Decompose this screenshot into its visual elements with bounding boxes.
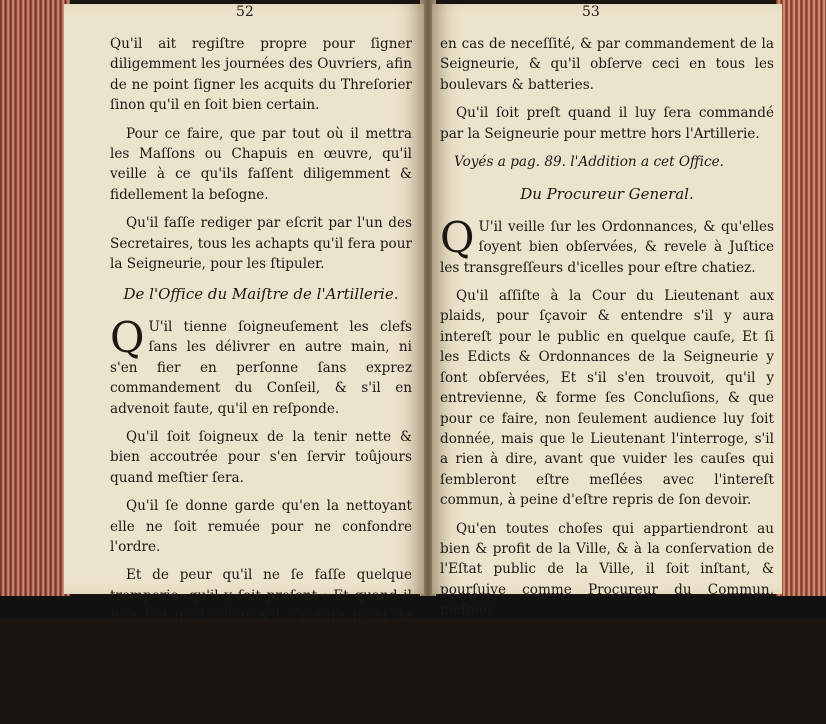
page-number: 53	[582, 4, 600, 20]
left-page	[64, 4, 424, 722]
catchword: aux	[749, 630, 774, 647]
section-heading: De l'Office du Maiſtre de l'Artillerie.	[123, 285, 399, 304]
paragraph: Qu'il faſſe rediger par eſcrit par l'un des Secretaires, tous les achapts qu'il fera pour la Seigneurie, pour les ſtipuler.	[110, 215, 412, 273]
paragraph: Qu'il ait regiſtre propre pour ſigner diligemment les journées des Ouvriers, afin de ne point ſigner les acquits du Threſorier ſinon qu'il en ſoit bien certain.	[110, 36, 412, 114]
paragraph	[110, 312, 412, 419]
paragraph: Et de peur qu'il ne ſe faſſe quelque tromperie, qu'il y ſoit preſent ; Et quand il ſera fait qu'il adviſe s'il n'y aura point de mal.	[110, 567, 412, 645]
paragraph: Qu'il aſſiſte à la Cour du Lieutenant aux plaids, pour ſçavoir & entendre s'il y aura intereſt pour le public en quelque cauſe, Et ſi les Edicts & Ordonnances de la Seigneurie y ſont obſervées, Et s'il s'en trouvoit, qu'il y entrevienne, & forme ſes Concluſions, & que pour ce faire, non ſeulement audience luy ſoit donnée, mais que le Lieutenant l'interroge, s'il a rien à dire, avant que vuider les cauſes qui ſembleront eſtre meſlées avec l'intereſt commun, à peine d'eſtre repris de ſon devoir.	[440, 288, 774, 509]
page-text	[440, 34, 774, 649]
drop-cap: Q	[440, 212, 475, 262]
cross-reference: Voyés a pag. 89. l'Addition a cet Office.	[454, 154, 724, 171]
paragraph: Qu'il ſe donne garde qu'en la nettoyant elle ne ſoit remuée pour ne confondre l'ordre.	[110, 498, 412, 555]
right-page	[432, 4, 782, 647]
paragraph: Qu'il ne charge ni décharge nulle piéce, ſinon	[110, 656, 412, 694]
paragraph-text: U'il tienne ſoigneuſement les clefs ſans les délivrer en autre main, ni s'en fier en perſonne ſans exprez commandement du Conſeil, & s'il en advenoit faute, qu'il en reſponde.	[110, 318, 412, 417]
book-edge-right	[776, 0, 826, 600]
page-number: 52	[236, 4, 254, 20]
paragraph: Qu'il ſoit ſoigneux de la tenir nette & bien accoutrée pour s'en ſervir toûjours quand meſtier ſera.	[110, 428, 412, 486]
paragraph: Pour ce faire, que par tout où il mettra les Maſſons ou Chapuis en œuvre, qu'il veille à ce qu'ils faſſent diligemment & fidellement la beſogne.	[110, 125, 412, 203]
book-edge-left	[0, 0, 70, 600]
paragraph: Qu'en toutes choſes qui appartiendront au bien & profit de la Ville, & à la conſervation de l'Eſtat public de la Ville, il ſoit inſtant, & pourſuive comme Procureur du Commun, meſmes	[440, 520, 774, 619]
paragraph	[440, 212, 774, 278]
paragraph: en cas de neceſſité, & par commandement de la Seigneurie, & qu'il obſerve ceci en tous les boulevars & batteries.	[440, 36, 774, 93]
section-heading: Du Procureur General.	[520, 185, 694, 204]
paragraph-text: U'il veille ſur les Ordonnances, & qu'elles ſoyent bien obſervées, & revele à Juſtice les transgreſſeurs d'icelles pour eſtre chatiez.	[440, 218, 774, 276]
page-text	[110, 34, 412, 724]
paragraph: Qu'il ſoit preſt quand il luy ſera commandé par la Seigneurie pour mettre hors l'Artillerie.	[440, 105, 774, 142]
catchword: en	[395, 705, 412, 722]
drop-cap: Q	[110, 312, 145, 362]
